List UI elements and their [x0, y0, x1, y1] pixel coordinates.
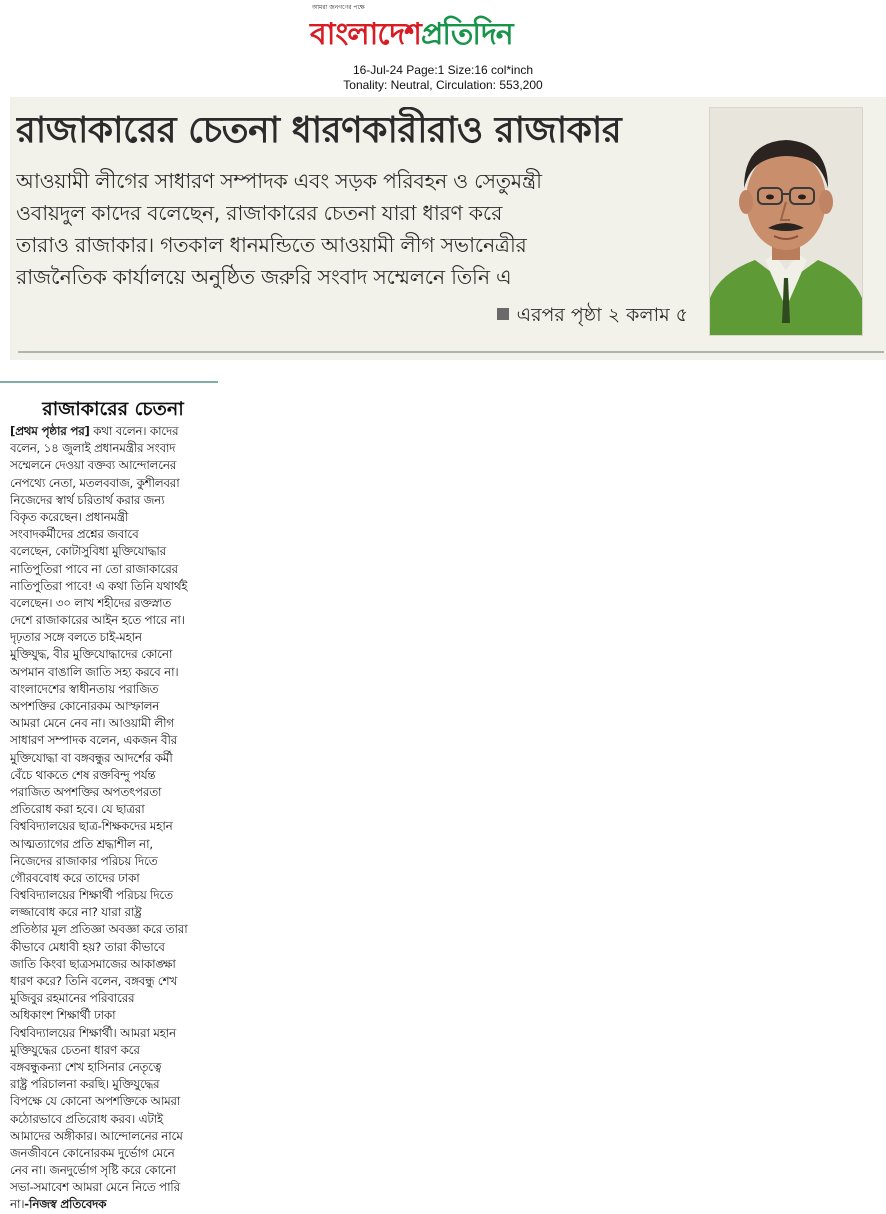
body-line-first: [10, 423, 216, 440]
body-line: আত্মত্যাগের প্রতি শ্রদ্ধাশীল না,: [10, 836, 153, 851]
body-line: মুক্তিযোদ্ধা বা বঙ্গবন্ধুর আদর্শের কর্মী: [10, 750, 173, 765]
body-line: বলেছেন, কোটাসুবিধা মুক্তিযোদ্ধার: [10, 544, 166, 559]
body-line: গৌরববোধ করে তাদের ঢাকা: [10, 870, 140, 885]
body-line: মুক্তিযুদ্ধ, বীর মুক্তিযোদ্ধাদের কোনো: [10, 647, 173, 662]
masthead: [0, 0, 886, 96]
body-line: মুজিবুর রহমানের পরিবারের: [10, 991, 135, 1006]
body-line: প্রতিষ্ঠার মূল প্রতিজ্ঞা অবজ্ঞা করে তারা: [10, 922, 188, 937]
body-text: না।: [10, 1197, 25, 1212]
logo-text-bangladesh: বাংলাদেশ: [310, 17, 421, 52]
body-line: বিশ্ববিদ্যালয়ের শিক্ষার্থী পরিচয় দিতে: [10, 888, 173, 903]
body-line: লজ্জাবোধ করে না? যারা রাষ্ট্র: [10, 905, 142, 920]
front-bottom-rule: [18, 351, 884, 353]
body-line: অপশক্তির কোনোরকম আস্ফালন: [10, 699, 160, 713]
continued-on-page-note: [418, 301, 688, 329]
body-line: অপমান বাঙালি জাতি সহ্য করবে না।: [10, 664, 179, 679]
left-ear: [739, 190, 753, 214]
logo-text-protidin: প্রতিদিন: [420, 17, 513, 52]
body-line: জনজীবনে কোনোরকম দুর্ভোগ মেনে: [10, 1145, 175, 1160]
body-line: কঠোরভাবে প্রতিরোধ করব। এটাই: [10, 1111, 163, 1126]
body-line: সংবাদকর্মীদের প্রশ্নের জবাবে: [10, 527, 139, 542]
body-line: বিকৃত করেছেন। প্রধানমন্ত্রী: [10, 509, 129, 524]
right-eye: [798, 195, 806, 200]
body-line: সভা-সমাবেশ আমরা মেনে নিতে পারি: [10, 1180, 180, 1195]
front-page-clip: [10, 97, 886, 360]
portrait-illustration: [710, 108, 862, 335]
square-bullet-icon: [497, 308, 509, 320]
body-line: নাতিপুতিরা পাবে! এ কথা তিনি যথার্থই: [10, 578, 188, 593]
speaker-portrait-photo: [709, 107, 863, 336]
body-line: নিজেদের স্বার্থ চরিতার্থ করার জন্য: [10, 492, 165, 507]
clipping-meta-date-size: 16-Jul-24 Page:1 Size:16 col*inch: [352, 63, 534, 77]
continuation-column: [10, 395, 216, 1212]
body-line-last: [10, 1196, 216, 1213]
body-line: জাতি কিংবা ছাত্রসমাজের আকাঙ্ক্ষা: [10, 956, 176, 971]
column-top-rule: [0, 381, 218, 383]
body-line: বঙ্গবন্ধুকন্যা শেখ হাসিনার নেতৃত্বে: [10, 1059, 162, 1074]
body-line: মুক্তিযুদ্ধের চেতনা ধারণ করে: [10, 1042, 140, 1057]
front-headline: রাজাকারের চেতনা ধারণকারীরাও রাজাকার: [16, 110, 622, 151]
lead-line: আওয়ামী লীগের সাধারণ সম্পাদক এবং সড়ক পরিবহন ও সেতুমন্ত্রী: [16, 169, 542, 193]
body-line: নেব না। জনদুর্ভোগ সৃষ্টি করে কোনো: [10, 1163, 176, 1178]
body-line: দৃঢ়তার সঙ্গে বলতে চাই-মহান: [10, 630, 142, 645]
body-line: সম্মেলনে দেওয়া বক্তব্য আন্দোলনের: [10, 458, 177, 473]
left-eye: [766, 195, 774, 200]
continued-text: এরপর পৃষ্ঠা ২ কলাম ৫: [516, 304, 688, 326]
clipping-meta-tonality: Tonality: Neutral, Circulation: 553,200: [343, 78, 543, 92]
body-line: বিশ্ববিদ্যালয়ের ছাত্র-শিক্ষকদের মহান: [10, 819, 173, 834]
body-line: দেশে রাজাকারের আইন হতে পারে না।: [10, 613, 185, 628]
front-lead-paragraph: [16, 165, 686, 360]
byline-signoff: -নিজস্ব প্রতিবেদক: [24, 1197, 107, 1212]
body-line: নেপথ্যে নেতা, মতলববাজ, কুশীলবরা: [10, 475, 180, 490]
body-line: বাংলাদেশের স্বাধীনতায় পরাজিত: [10, 681, 159, 696]
body-line: বেঁচে থাকতে শেষ রক্তবিন্দু পর্যন্ত: [10, 767, 156, 782]
body-line: বলেছেন। ৩০ লাখ শহীদের রক্তস্নাত: [10, 595, 172, 610]
body-line: বিশ্ববিদ্যালয়ের শিক্ষার্থী। আমরা মহান: [10, 1025, 176, 1040]
body-line: সাধারণ সম্পাদক বলেন, একজন বীর: [10, 733, 177, 748]
lead-line: রাজনৈতিক কার্যালয়ে অনুষ্ঠিত জরুরি সংবাদ সম্মেলনে তিনি এ: [16, 265, 512, 289]
body-line: অধিকাংশ শিক্ষার্থী ঢাকা: [10, 1008, 116, 1023]
body-line: নাতিপুতিরা পাবে না তো রাজাকারের: [10, 561, 178, 576]
body-line: প্রতিরোধ করা হবে। যে ছাত্ররা: [10, 802, 145, 817]
body-line: বিপক্ষে যে কোনো অপশক্তিকে আমরা: [10, 1094, 181, 1109]
body-line: রাষ্ট্র পরিচালনা করছি। মুক্তিযুদ্ধের: [10, 1077, 160, 1092]
newspaper-logo: [310, 12, 513, 58]
lead-line: তারাও রাজাকার। গতকাল ধানমন্ডিতে আওয়ামী লীগ সভানেত্রীর: [16, 233, 527, 257]
continued-from-front-label: [প্রথম পৃষ্ঠার পর]: [10, 424, 90, 438]
masthead-tagline: আমরা জনগণের পক্ষে: [312, 4, 365, 11]
lead-line: ওবায়দুল কাদের বলেছেন, রাজাকারের চেতনা যারা ধারণ করে: [16, 201, 503, 225]
body-line: আমাদের অঙ্গীকার। আন্দোলনের নামে: [10, 1128, 183, 1143]
body-line: ধারণ করে? তিনি বলেন, বঙ্গবন্ধু শেখ: [10, 974, 177, 988]
continuation-title: রাজাকারের চেতনা: [42, 398, 184, 420]
body-line: বলেন, ১৪ জুলাই প্রধানমন্ত্রীর সংবাদ: [10, 441, 176, 456]
body-line: আমরা মেনে নেব না। আওয়ামী লীগ: [10, 716, 174, 731]
body-line: পরাজিত অপশক্তির অপতৎপরতা: [10, 784, 162, 799]
body-text: কথা বলেন। কাদের: [89, 424, 179, 438]
body-line: কীভাবে মেধাবী হয়? তারা কীভাবে: [10, 939, 165, 954]
body-line: নিজেদের রাজাকার পরিচয় দিতে: [10, 853, 158, 868]
right-ear: [819, 190, 833, 214]
